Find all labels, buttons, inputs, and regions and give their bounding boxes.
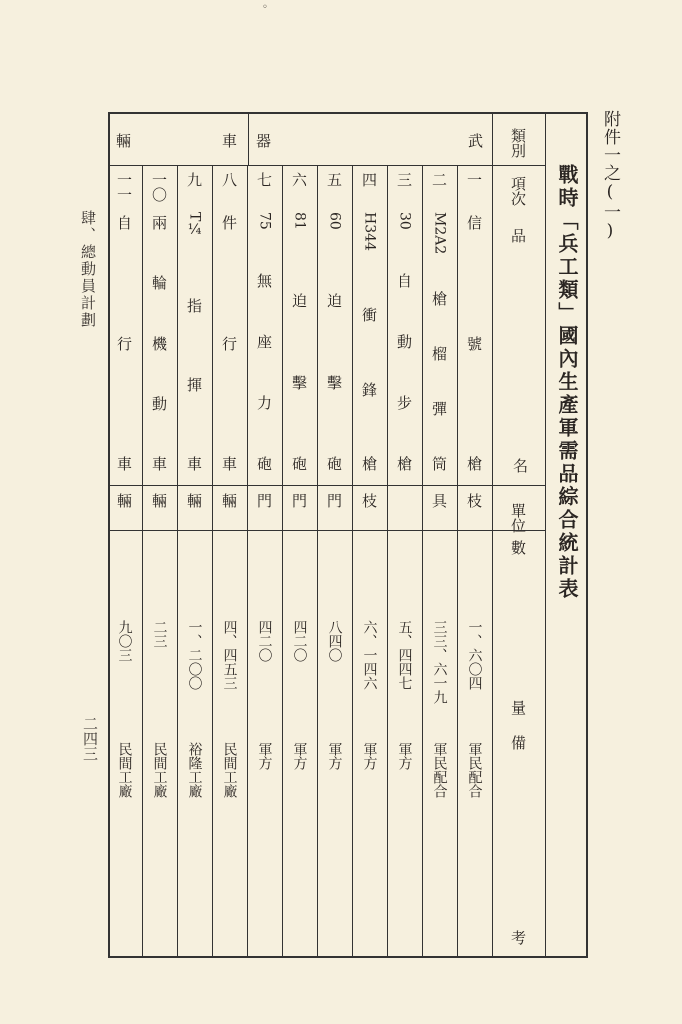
note: 軍民配合 xyxy=(466,742,483,798)
unit: 門 xyxy=(325,493,343,508)
unit: 具 xyxy=(430,493,448,508)
item-name-char: 榴 xyxy=(431,345,447,364)
group-divider xyxy=(248,112,249,165)
table-title: 戰時「兵工類」國內生產軍需品綜合統計表 xyxy=(555,164,579,601)
header-item: 項次 xyxy=(509,176,527,206)
quantity: 九〇三 xyxy=(116,620,133,662)
note: 軍方 xyxy=(291,742,308,770)
item-name-char: 行 xyxy=(221,334,237,353)
note: 裕隆工廠 xyxy=(186,742,203,798)
header-unit: 單位 xyxy=(509,503,527,533)
item-name-char: 槍 xyxy=(466,455,482,473)
item-name xyxy=(247,212,282,474)
item-name-char: 車 xyxy=(116,455,132,473)
note: 軍方 xyxy=(361,742,378,770)
chapter-heading: 肆、總動員計劃 xyxy=(79,210,97,329)
note: 軍方 xyxy=(326,742,343,770)
item-name-char: 筒 xyxy=(431,454,447,473)
item-name-char: 指 xyxy=(186,297,202,316)
page-number: 二四三 xyxy=(81,716,99,761)
item-name-char: 擊 xyxy=(326,373,342,392)
item-name-char: 槍 xyxy=(431,290,447,309)
quantity: 四二〇 xyxy=(256,620,273,662)
row-number: 七 xyxy=(255,172,273,187)
quantity: 五、四四七 xyxy=(396,620,413,690)
unit: 門 xyxy=(255,493,273,508)
header-category: 類別 xyxy=(509,128,527,158)
header-name: 名 xyxy=(511,458,529,473)
item-name-char: 步 xyxy=(396,393,412,412)
page-dot: ◦ xyxy=(262,2,268,13)
row-number: 六 xyxy=(290,172,308,187)
item-name xyxy=(212,212,247,474)
item-name-char: 自 xyxy=(396,271,412,290)
name-unit-line xyxy=(108,485,545,486)
item-name-char: 彈 xyxy=(431,400,447,419)
item-name-char: 60 xyxy=(326,212,343,230)
group-weapons-start: 武 xyxy=(468,132,484,150)
item-name xyxy=(352,212,387,474)
item-name-char: 槍 xyxy=(396,454,412,473)
item-name xyxy=(387,212,422,474)
group-banner-line xyxy=(108,165,492,166)
header-note: 考 xyxy=(509,930,527,945)
item-name-char: 槍 xyxy=(361,454,377,473)
unit: 門 xyxy=(290,493,308,508)
quantity: 八四〇 xyxy=(326,620,343,662)
header-prep: 備 xyxy=(509,735,527,750)
item-name-char: 30 xyxy=(396,212,413,230)
item-name-char: 號 xyxy=(466,334,482,353)
item-name xyxy=(142,212,177,474)
note: 軍方 xyxy=(396,742,413,770)
unit: 枝 xyxy=(465,493,483,508)
appendix-label: 附件一之(一) xyxy=(600,110,620,242)
item-name-char: 揮 xyxy=(186,376,202,395)
unit: 輛 xyxy=(150,493,168,508)
item-name-char: 車 xyxy=(151,455,167,473)
item-name-char: 動 xyxy=(151,394,167,413)
item-name xyxy=(177,212,212,474)
quantity: 一、二〇〇 xyxy=(186,620,203,690)
item-name-char: 行 xyxy=(116,334,132,353)
item-name-char: 砲 xyxy=(326,455,342,473)
note: 軍民配合 xyxy=(431,742,448,798)
header-sub-line xyxy=(492,165,545,166)
quantity: 二三 xyxy=(151,620,168,648)
note: 民間工廠 xyxy=(221,742,238,798)
group-vehicles-end: 輛 xyxy=(116,132,132,150)
item-name-char: 件 xyxy=(221,214,237,232)
header-qty-suffix: 量 xyxy=(509,700,527,715)
item-name-char: 車 xyxy=(186,454,202,473)
unit: 輛 xyxy=(220,493,238,508)
row-number: 二 xyxy=(430,172,448,187)
row-number: 八 xyxy=(220,172,238,187)
item-name xyxy=(107,212,142,474)
item-name-char: 無 xyxy=(256,271,272,290)
note: 軍方 xyxy=(256,742,273,770)
group-vehicles-start: 車 xyxy=(222,132,238,150)
quantity: 四、四五三 xyxy=(221,620,238,690)
row-number: 四 xyxy=(360,172,378,187)
quantity: 三三、六一九 xyxy=(431,620,448,704)
unit: 枝 xyxy=(360,493,378,508)
item-name-char: 砲 xyxy=(256,454,272,473)
row-number: 九 xyxy=(185,172,203,187)
item-name-char: 機 xyxy=(151,334,167,353)
item-name xyxy=(317,212,352,474)
item-name xyxy=(282,212,317,474)
header-divider xyxy=(492,112,493,958)
quantity: 四二〇 xyxy=(291,620,308,662)
unit-qty-line xyxy=(108,530,545,531)
item-name-char: 迫 xyxy=(326,292,342,311)
item-name-char: 輪 xyxy=(151,274,167,293)
item-name-char: 自 xyxy=(116,214,132,232)
header-product: 品 xyxy=(509,228,527,243)
unit: 輛 xyxy=(185,493,203,508)
item-name-char: 砲 xyxy=(291,455,307,473)
item-name-char: 迫 xyxy=(291,292,307,311)
item-name-char: 75 xyxy=(256,212,273,230)
item-name-char: 81 xyxy=(291,212,308,230)
unit: 輛 xyxy=(115,493,133,508)
group-weapons-end: 器 xyxy=(256,132,272,150)
note: 民間工廠 xyxy=(116,742,133,798)
header-quantity: 數 xyxy=(509,540,527,555)
item-name-char: 衝 xyxy=(361,306,377,325)
item-name xyxy=(422,212,457,474)
row-number: 一一 xyxy=(115,172,133,202)
quantity: 六、一四六 xyxy=(361,620,378,690)
item-name-char: T¼ xyxy=(186,212,203,238)
item-name-char: 兩 xyxy=(151,214,167,232)
item-name-char: 座 xyxy=(256,332,272,351)
item-name-char: 車 xyxy=(221,455,237,473)
row-number: 三 xyxy=(395,172,413,187)
item-name-char: 動 xyxy=(396,332,412,351)
item-name-char: M2A2 xyxy=(431,212,448,255)
title-divider xyxy=(545,112,546,958)
item-name xyxy=(457,212,492,474)
item-name-char: H344 xyxy=(361,212,378,251)
item-name-char: 擊 xyxy=(291,373,307,392)
item-name-char: 信 xyxy=(466,214,482,232)
row-number: 五 xyxy=(325,172,343,187)
item-name-char: 力 xyxy=(256,393,272,412)
row-number: 一〇 xyxy=(150,172,168,202)
quantity: 一、六〇四 xyxy=(466,620,483,690)
row-number: 一 xyxy=(465,172,483,187)
note: 民間工廠 xyxy=(151,742,168,798)
item-name-char: 鋒 xyxy=(361,380,377,399)
